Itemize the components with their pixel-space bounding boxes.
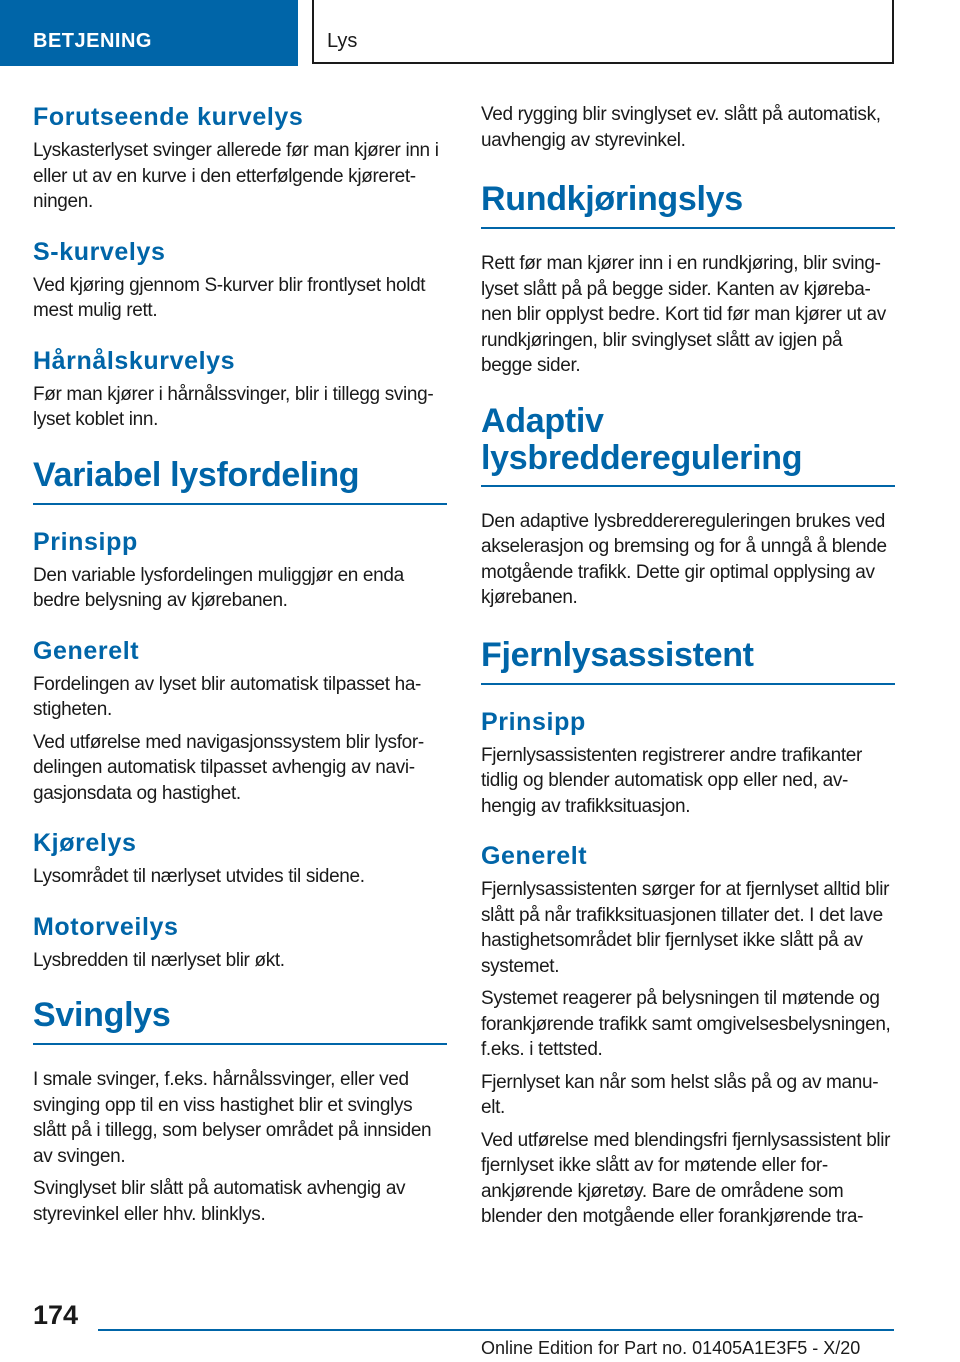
paragraph: Rett før man kjører inn i en rundkjøring, blir svinglyset slått på på begge sider. Kanten av kjørebanen blir opplyst bedre. Kort tid før man kjører ut av rundkjøringen, blir svinglyset slått av igjen på begge sider. xyxy=(481,253,886,376)
paragraph: Fordelingen av lyset blir automatisk tilpasset hastigheten. xyxy=(33,673,422,720)
chapter-rundkjoringslys xyxy=(481,179,895,379)
section-harnalskurvelys xyxy=(33,346,447,433)
heading-generelt: Generelt xyxy=(481,842,588,870)
chapter-title-svinglys: Svinglys xyxy=(33,995,447,1045)
chapter-title-line: Adaptiv xyxy=(481,401,604,440)
paragraph: Fjernlyset kan når som helst slås på og av manuelt. xyxy=(481,1071,879,1118)
paragraph: Lyskasterlyset svinger allerede før man kjører inn i eller ut av en kurve i den etterfølgende kjøreretningen. xyxy=(33,140,439,212)
section-s-kurvelys xyxy=(33,237,447,324)
section-generelt xyxy=(481,841,895,1230)
heading-prinsipp: Prinsipp xyxy=(33,527,138,556)
heading-forutseende-kurvelys: Forutseende kurvelys xyxy=(33,103,304,131)
footer-divider xyxy=(98,1329,894,1331)
paragraph: Den adaptive lysbredderereguleringen brukes ved akselerasjon og bremsing og for å unngå å blende motgående trafikk. Dette gir optimal opplysing av kjørebanen. xyxy=(481,510,887,608)
chapter-title-rundkjoringslys: Rundkjøringslys xyxy=(481,179,895,229)
paragraph: Fjernlysassistenten registrerer andre trafikanter tidlig og blender automatisk opp eller ned, avhengig av trafikksituasjon. xyxy=(481,744,862,817)
chapter-adaptiv-lysbredderegulering xyxy=(481,403,895,611)
paragraph: Før man kjører i hårnålssvinger, blir i tillegg svinglyset koblet inn. xyxy=(33,383,434,430)
paragraph: Systemet reagerer på belysningen til møtende og forankjørende trafikk samt omgivelsesbelysningen, f.eks. i tettsted. xyxy=(481,988,891,1060)
chapter-title-line: lysbredderegulering xyxy=(481,438,803,477)
heading-kjorelys: Kjørelys xyxy=(33,829,137,857)
section-prinsipp xyxy=(33,527,447,614)
chapter-variabel-lysfordeling xyxy=(33,455,447,505)
edition-footer: Online Edition for Part no. 01405A1E3F5 - X/20 xyxy=(481,1338,861,1358)
paragraph: Fjernlysassistenten sørger for at fjernlyset alltid blir slått på når trafikksituasjonen tillater det. I det lave hastighetsområdet blir fjernlyset ikke slått på av systemet. xyxy=(481,879,890,977)
section-motorveilys xyxy=(33,912,447,974)
chapter-title-fjernlysassistent: Fjernlysassistent xyxy=(481,635,895,685)
chapter-svinglys xyxy=(33,995,447,1227)
paragraph: Ved utførelse med navigasjonssystem blir lysfordelingen automatisk tilpasset avhengig av navigasjonsdata og hastighet. xyxy=(33,731,425,804)
page-number: 174 xyxy=(33,1300,79,1330)
paragraph: Den variable lysfordelingen muliggjør en enda bedre belysning av kjørebanen. xyxy=(33,564,404,611)
section-prinsipp xyxy=(481,707,895,820)
chapter-title-variabel-lysfordeling: Variabel lysfordeling xyxy=(33,455,447,505)
chapter-title-adaptiv-lysbredderegulering xyxy=(481,403,895,487)
section-tab: BETJENING xyxy=(0,0,298,66)
section-kjorelys xyxy=(33,828,447,890)
topic-header: Lys xyxy=(312,0,894,64)
paragraph: Svinglyset blir slått på automatisk avhengig av styrevinkel eller hhv. blinklys. xyxy=(33,1178,406,1225)
paragraph: Ved kjøring gjennom S-kurver blir frontlyset holdt mest mulig rett. xyxy=(33,274,426,321)
section-generelt xyxy=(33,636,447,807)
paragraph: I smale svinger, f.eks. hårnålssvinger, eller ved svinging opp til en viss hastighet blir et svinglys slått på i tillegg, som belyser området på innsiden av svingen. xyxy=(33,1069,432,1167)
heading-motorveilys: Motorveilys xyxy=(33,912,179,941)
paragraph: Ved utførelse med blendingsfri fjernlysassistent blir fjernlyset ikke slått av for møtende eller forankjørende kjøretøy. Bare de områdene som blender den motgående eller forankjørende tra- xyxy=(481,1129,891,1227)
paragraph: Ved rygging blir svinglyset ev. slått på automatisk, uavhengig av styrevinkel. xyxy=(481,104,881,151)
heading-prinsipp: Prinsipp xyxy=(481,707,586,736)
section-forutseende-kurvelys xyxy=(33,102,447,215)
right-column xyxy=(481,102,895,1252)
left-column xyxy=(33,102,447,1251)
heading-generelt: Generelt xyxy=(33,636,140,665)
heading-harnalskurvelys: Hårnålskurvelys xyxy=(33,346,236,375)
paragraph: Lysbredden til nærlyset blir økt. xyxy=(33,949,285,971)
paragraph: Lysområdet til nærlyset utvides til sidene. xyxy=(33,866,365,887)
chapter-fjernlysassistent xyxy=(481,635,895,685)
heading-s-kurvelys: S-kurvelys xyxy=(33,237,166,266)
